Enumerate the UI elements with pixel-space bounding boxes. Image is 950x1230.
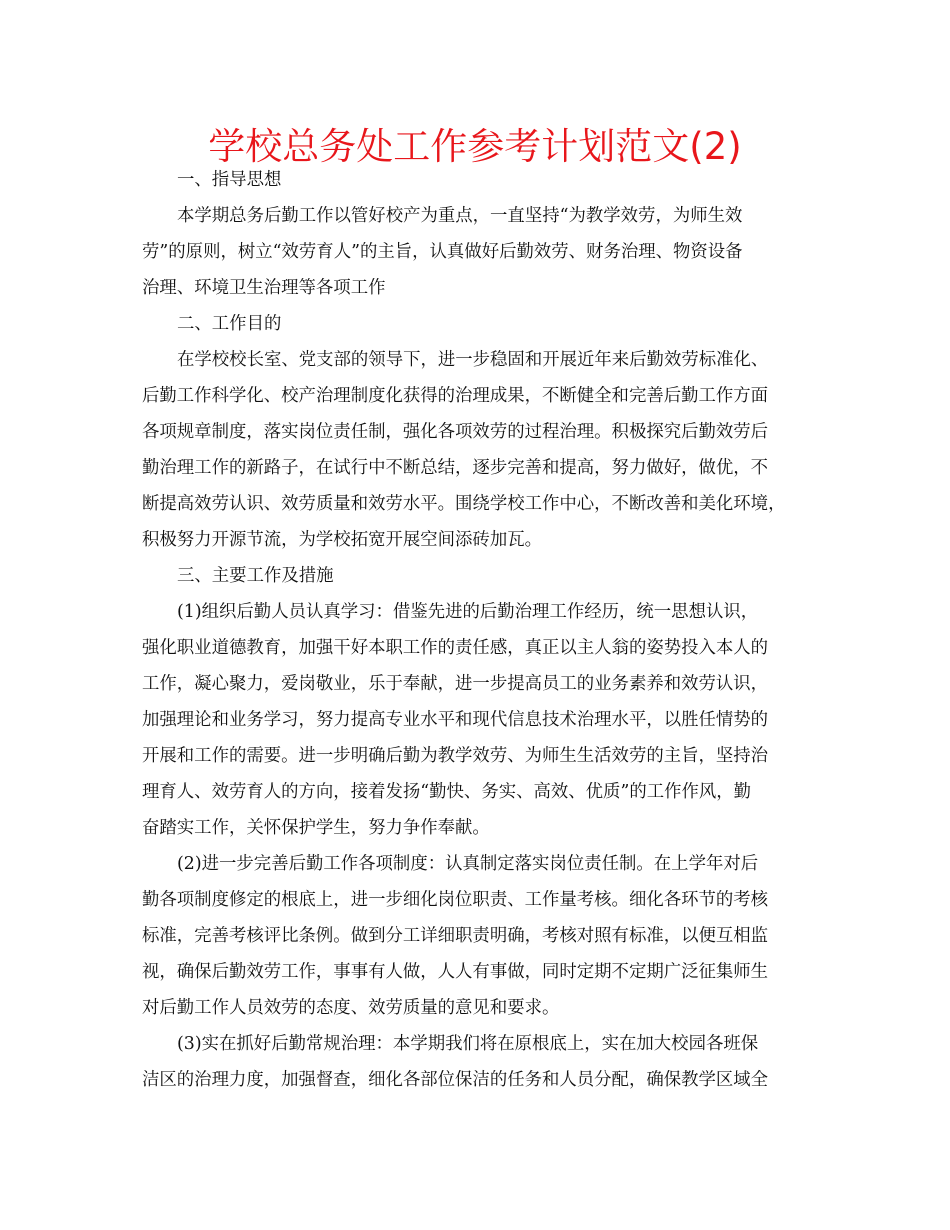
paragraph-line: 标准，完善考核评比条例。做到分工详细职责明确，考核对照有标准，以便互相监 [142,926,769,946]
section-heading: 三、主要工作及措施 [177,566,334,586]
paragraph-line: 工作，凝心聚力，爱岗敬业，乐于奉献，进一步提高员工的业务素养和效劳认识， [142,674,769,694]
paragraph-line: 奋踏实工作，关怀保护学生，努力争作奉献。 [142,818,490,838]
paragraph-line: 在学校校长室、党支部的领导下，进一步稳固和开展近年来后勤效劳标准化、 [177,350,769,370]
paragraph-line: 各项规章制度，落实岗位责任制，强化各项效劳的过程治理。积极探究后勤效劳后 [142,422,769,442]
paragraph-line: 劳”的原则，树立“效劳育人”的主旨，认真做好后勤效劳、财务治理、物资设备 [142,242,743,262]
paragraph-line: 开展和工作的需要。进一步明确后勤为教学效劳、为师生生活效劳的主旨，坚持治 [142,746,769,766]
paragraph-line: (2)进一步完善后勤工作各项制度：认真制定落实岗位责任制。在上学年对后 [177,854,759,874]
paragraph-line: (1)组织后勤人员认真学习：借鉴先进的后勤治理工作经历，统一思想认识， [177,602,759,622]
paragraph-line: 强化职业道德教育，加强干好本职工作的责任感，真正以主人翁的姿势投入本人的 [142,638,769,658]
paragraph-line: 理育人、效劳育人的方向，接着发扬“勤快、务实、高效、优质”的工作作风，勤 [142,782,752,802]
document-title: 学校总务处工作参考计划范文(2) [208,125,742,168]
paragraph-line: 本学期总务后勤工作以管好校产为重点，一直坚持“为教学效劳，为师生效 [177,206,743,226]
paragraph-line: 加强理论和业务学习，努力提高专业水平和现代信息技术治理水平，以胜任情势的 [142,710,769,730]
paragraph-line: 勤各项制度修定的根底上，进一步细化岗位职责、工作量考核。细化各环节的考核 [142,890,769,910]
paragraph-line: 后勤工作科学化、校产治理制度化获得的治理成果，不断健全和完善后勤工作方面 [142,386,769,406]
section-heading: 一、指导思想 [177,170,282,190]
paragraph-line: 断提高效劳认识、效劳质量和效劳水平。围绕学校工作中心，不断改善和美化环境， [142,494,786,514]
section-heading: 二、工作目的 [177,314,282,334]
paragraph-line: 洁区的治理力度，加强督查，细化各部位保洁的任务和人员分配，确保教学区域全 [142,1070,769,1090]
paragraph-line: (3)实在抓好后勤常规治理：本学期我们将在原根底上，实在加大校园各班保 [177,1034,759,1054]
paragraph-line: 对后勤工作人员效劳的态度、效劳质量的意见和要求。 [142,998,560,1018]
paragraph-line: 积极努力开源节流，为学校拓宽开展空间添砖加瓦。 [142,530,542,550]
paragraph-line: 视，确保后勤效劳工作，事事有人做，人人有事做，同时定期不定期广泛征集师生 [142,962,769,982]
paragraph-line: 勤治理工作的新路子，在试行中不断总结，逐步完善和提高，努力做好，做优，不 [142,458,769,478]
paragraph-line: 治理、环境卫生治理等各项工作 [142,278,386,298]
